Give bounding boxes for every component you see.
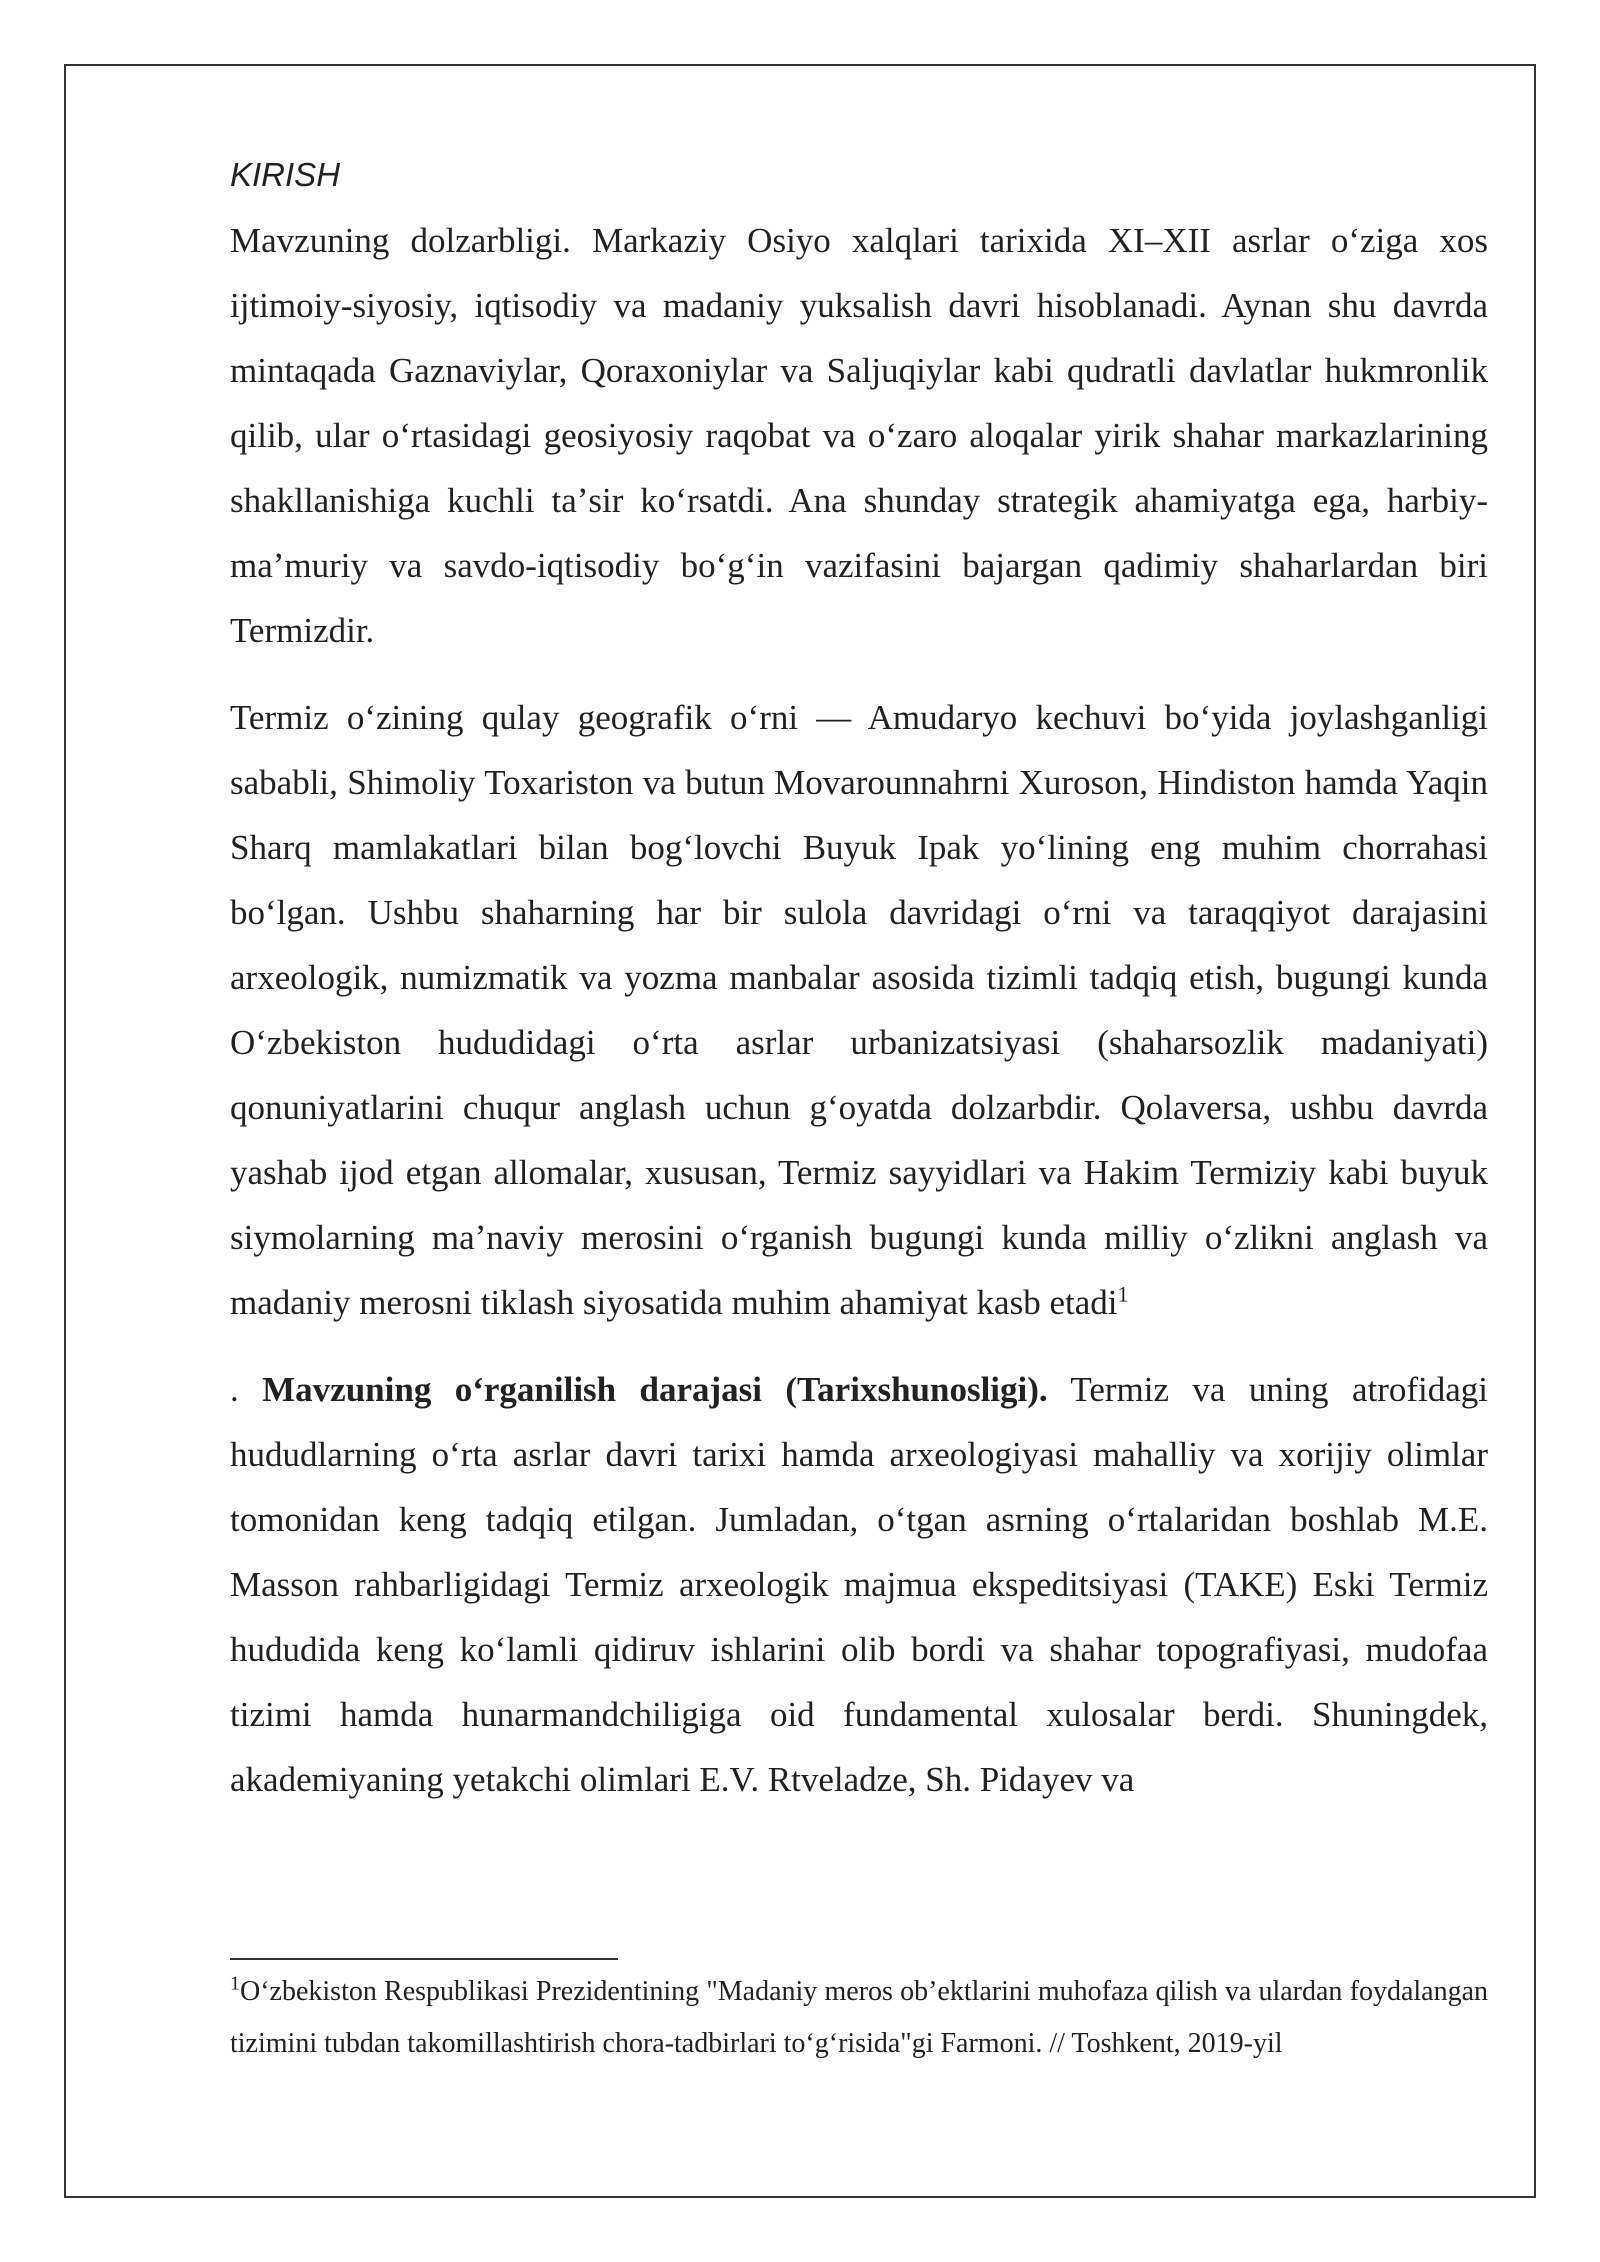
footnote-number: 1 bbox=[230, 1972, 240, 1995]
paragraph-geography-text: Termiz oʻzining qulay geografik oʻrni — Amudaryo kechuvi boʻyida joylashganligi sababli, Shimoliy Toxariston va butun Movarounnahrni Xuroson, Hindiston hamda Yaqin Sharq mamlakatlari bilan bogʻlovchi Buyuk Ipak yoʻlining eng muhim chorrahasi boʻlgan. Ushbu shaharning har bir sulola davridagi oʻrni va taraqqiyot darajasini arxeologik, numizmatik va yozma manbalar asosida tizimli tadqiq etish, bugungi kunda Oʻzbekiston hududidagi oʻrta asrlar urbanizatsiyasi (shaharsozlik madaniyati) qonuniyatlarini chuqur anglash uchun gʻoyatda dolzarbdir. Qolaversa, ushbu davrda yashab ijod etgan allomalar, xususan, Termiz sayyidlari va Hakim Termiziy kabi buyuk siymolarning maʼnaviy merosini oʻrganish bugungi kunda milliy oʻzlikni anglash va madaniy merosni tiklash siyosatida muhim ahamiyat kasb etadi bbox=[230, 698, 1488, 1322]
paragraph-geography bbox=[230, 685, 1488, 1335]
paragraph-historiography-text: Termiz va uning atrofidagi hududlarning oʻrta asrlar davri tarixi hamda arxeologiyasi mahalliy va xorijiy olimlar tomonidan keng tadqiq etilgan. Jumladan, oʻtgan asrning oʻrtalaridan boshlab M.E. Masson rahbarligidagi Termiz arxeologik majmua ekspeditsiyasi (TAKE) Eski Termiz hududida keng koʻlamli qidiruv ishlarini olib bordi va shahar topografiyasi, mudofaa tizimi hamda hunarmandchiligiga oid fundamental xulosalar berdi. Shuningdek, akademiyaning yetakchi olimlari E.V. Rtveladze, Sh. Pidayev va bbox=[230, 1370, 1488, 1799]
footnote-divider bbox=[230, 1958, 618, 1960]
paragraph-relevance bbox=[230, 208, 1488, 663]
paragraph-historiography-lead: . bbox=[230, 1370, 263, 1409]
footnote-reference[interactable]: 1 bbox=[1117, 1281, 1129, 1307]
footnote-text: Oʻzbekiston Respublikasi Prezidentining "Madaniy meros obʼektlarini muhofaza qilish va ulardan foydalangan tizimini tubdan takomillashtirish chora-tadbirlari toʻgʻrisida"gi Farmoni. // Toshkent, 2019-yil bbox=[230, 1976, 1488, 2059]
document-body bbox=[230, 150, 1488, 1834]
paragraph-relevance-text: Mavzuning dolzarbligi. Markaziy Osiyo xalqlari tarixida XI–XII asrlar oʻziga xos ijtimoiy-siyosiy, iqtisodiy va madaniy yuksalish davri hisoblanadi. Aynan shu davrda mintaqada Gaznaviylar, Qoraxoniylar va Saljuqiylar kabi qudratli davlatlar hukmronlik qilib, ular oʻrtasidagi geosiyosiy raqobat va oʻzaro aloqalar yirik shahar markazlarining shakllanishiga kuchli taʼsir koʻrsatdi. Ana shunday strategik ahamiyatga ega, harbiy-maʼmuriy va savdo-iqtisodiy boʻgʻin vazifasini bajargan qadimiy shaharlardan biri Termizdir. bbox=[230, 221, 1488, 650]
section-heading: KIRISH bbox=[230, 156, 341, 193]
paragraph-historiography-title: Mavzuning oʻrganilish darajasi (Tarixshunosligi). bbox=[262, 1370, 1048, 1409]
paragraph-historiography bbox=[230, 1357, 1488, 1812]
footnote bbox=[230, 1966, 1488, 2070]
